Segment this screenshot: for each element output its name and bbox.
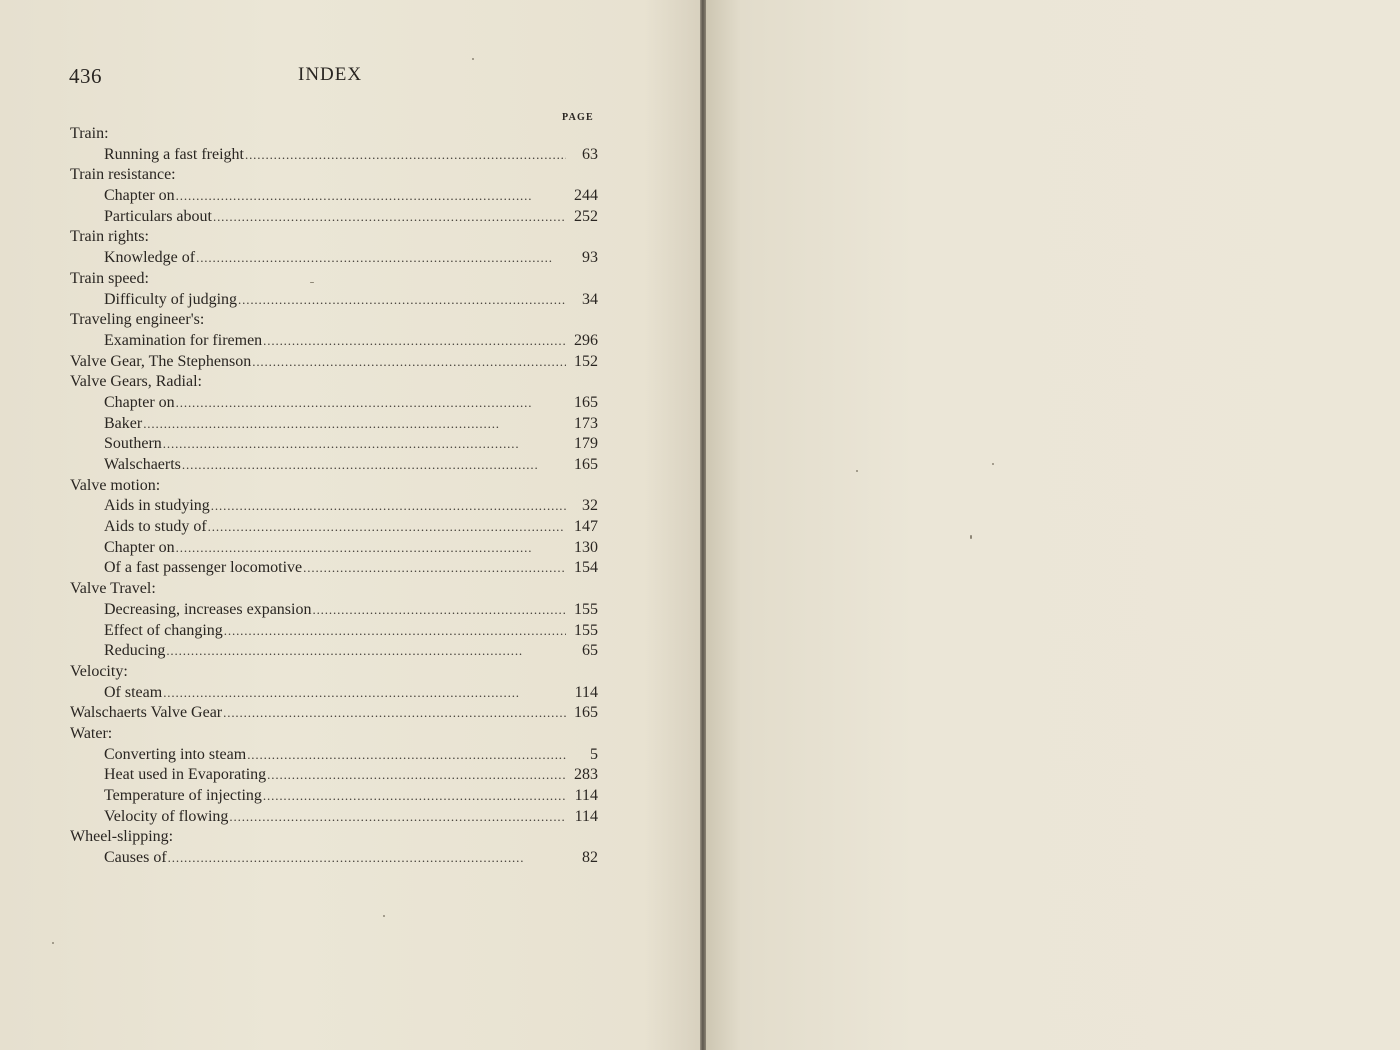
entry-page: 5 <box>590 745 598 763</box>
entry-label: Train speed: <box>70 269 149 287</box>
dot-leader <box>252 352 566 373</box>
entry-label: Baker <box>104 414 143 432</box>
entry-label: Traveling engineer's: <box>70 311 205 329</box>
entry-page: 173 <box>574 414 598 432</box>
entry-page: 283 <box>574 766 598 784</box>
dot-leader <box>247 745 566 766</box>
entry-page: 296 <box>574 331 598 349</box>
paper-speck <box>970 535 972 539</box>
entry-label: Heat used in Evaporating <box>104 766 267 784</box>
index-heading <box>70 662 598 683</box>
dot-leader <box>176 393 566 414</box>
entry-label: Wheel-slipping: <box>70 828 174 846</box>
dot-leader <box>224 621 566 642</box>
entry-label: Train: <box>70 125 109 142</box>
entry-page: 165 <box>574 456 598 473</box>
entry-label: Valve Travel: <box>70 580 156 598</box>
entry-label: Of steam <box>104 683 163 701</box>
entry-label: Valve Gears, Radial: <box>70 373 202 391</box>
entry-page: 93 <box>582 249 598 267</box>
index-subentry <box>70 207 598 228</box>
index-subentry <box>70 455 598 476</box>
paper-speck <box>992 463 994 465</box>
entry-label: Causes of <box>104 849 167 867</box>
entry-label: Velocity: <box>70 662 128 680</box>
index-subentry <box>70 807 598 828</box>
index-heading <box>70 227 598 248</box>
index-heading <box>70 724 598 745</box>
entry-page: 152 <box>574 352 598 370</box>
index-subentry <box>70 248 598 269</box>
dot-leader <box>163 434 566 455</box>
index-heading <box>70 165 598 186</box>
index-subentry <box>70 538 598 559</box>
entry-label: Temperature of injecting <box>104 787 262 804</box>
dot-leader <box>176 538 566 559</box>
dot-leader <box>166 641 566 662</box>
entry-page: 179 <box>574 435 598 453</box>
dot-leader <box>263 786 566 807</box>
entry-label: Walschaerts <box>104 456 181 473</box>
dot-leader <box>213 207 566 228</box>
page-number: 436 <box>69 64 102 88</box>
entry-page: 244 <box>574 187 598 205</box>
index-entry <box>70 352 598 373</box>
entry-page: 147 <box>574 518 598 536</box>
entry-page: 165 <box>574 393 598 411</box>
entry-label: Chapter on <box>104 393 175 411</box>
dot-leader <box>303 558 566 579</box>
running-head: INDEX <box>298 64 363 85</box>
index-subentry <box>70 786 598 807</box>
dot-leader <box>267 765 566 786</box>
entry-label: Of a fast passenger locomotive <box>104 559 303 577</box>
entry-label: Train resistance: <box>70 166 176 184</box>
entry-page: 114 <box>574 787 598 804</box>
entry-page: 34 <box>582 290 598 308</box>
right-page-blank <box>706 0 1400 1050</box>
entry-label: Effect of changing <box>104 621 223 639</box>
entry-label: Velocity of flowing <box>104 807 229 825</box>
index-subentry <box>70 600 598 621</box>
entry-label: Examination for firemen <box>104 331 263 349</box>
entry-label: Southern <box>104 435 162 453</box>
dot-leader <box>229 807 566 828</box>
entry-label: Water: <box>70 724 113 742</box>
entry-page: 155 <box>574 600 598 618</box>
index-subentry <box>70 745 598 766</box>
index-subentry <box>70 393 598 414</box>
entry-label: Converting into steam <box>104 745 247 763</box>
entry-page: 252 <box>574 207 598 225</box>
dot-leader <box>182 455 566 476</box>
dot-leader <box>223 703 566 724</box>
entry-page: 82 <box>582 849 598 867</box>
index-list <box>70 124 598 869</box>
entry-page: 114 <box>574 683 598 701</box>
index-heading <box>70 124 598 145</box>
entry-label: Difficulty of judging <box>104 290 238 308</box>
entry-page: 63 <box>582 145 598 163</box>
entry-page: 165 <box>574 704 598 722</box>
index-entry <box>70 703 598 724</box>
entry-label: Aids in studying <box>104 497 210 515</box>
index-subentry <box>70 848 598 869</box>
index-subentry <box>70 290 598 311</box>
index-subentry <box>70 558 598 579</box>
entry-page: 130 <box>574 538 598 556</box>
entry-label: Chapter on <box>104 538 175 556</box>
entry-page: 32 <box>582 497 598 515</box>
entry-page: 114 <box>574 807 598 825</box>
entry-label: Valve Gear, The Stephenson <box>70 352 252 370</box>
paper-speck <box>472 58 474 60</box>
dot-leader <box>211 496 566 517</box>
entry-label: Walschaerts Valve Gear <box>70 704 223 722</box>
paper-speck <box>383 915 385 917</box>
entry-label: Knowledge of <box>104 249 196 267</box>
index-heading <box>70 269 598 290</box>
index-subentry <box>70 765 598 786</box>
index-subentry <box>70 414 598 435</box>
index-heading <box>70 579 598 600</box>
dot-leader <box>143 414 566 435</box>
dot-leader <box>196 248 566 269</box>
index-subentry <box>70 331 598 352</box>
entry-page: 154 <box>574 559 598 577</box>
entry-label: Valve motion: <box>70 476 161 494</box>
index-heading <box>70 827 598 848</box>
index-subentry <box>70 496 598 517</box>
dot-leader <box>245 145 566 166</box>
index-subentry <box>70 641 598 662</box>
index-subentry <box>70 683 598 704</box>
dot-leader <box>208 517 566 538</box>
dot-leader <box>176 186 566 207</box>
entry-label: Reducing <box>104 642 166 660</box>
entry-label: Chapter on <box>104 187 175 205</box>
index-heading <box>70 372 598 393</box>
index-subentry <box>70 434 598 455</box>
dot-leader <box>238 290 566 311</box>
entry-label: Aids to study of <box>104 518 207 536</box>
page-column-heading: PAGE <box>562 112 594 123</box>
index-heading <box>70 476 598 497</box>
paper-speck <box>856 470 858 472</box>
entry-label: Running a fast freight <box>104 145 244 163</box>
dot-leader <box>263 331 566 352</box>
dot-leader <box>168 848 566 869</box>
dot-leader <box>163 683 566 704</box>
index-heading <box>70 310 598 331</box>
index-subentry <box>70 621 598 642</box>
index-subentry <box>70 517 598 538</box>
paper-speck <box>52 942 54 944</box>
entry-label: Decreasing, increases expansion <box>104 600 312 618</box>
index-subentry <box>70 186 598 207</box>
entry-page: 155 <box>574 621 598 639</box>
paper-speck <box>310 282 314 283</box>
dot-leader <box>312 600 566 621</box>
entry-label: Train rights: <box>70 228 149 246</box>
entry-page: 65 <box>582 642 598 660</box>
entry-label: Particulars about <box>104 207 212 225</box>
index-subentry <box>70 145 598 166</box>
